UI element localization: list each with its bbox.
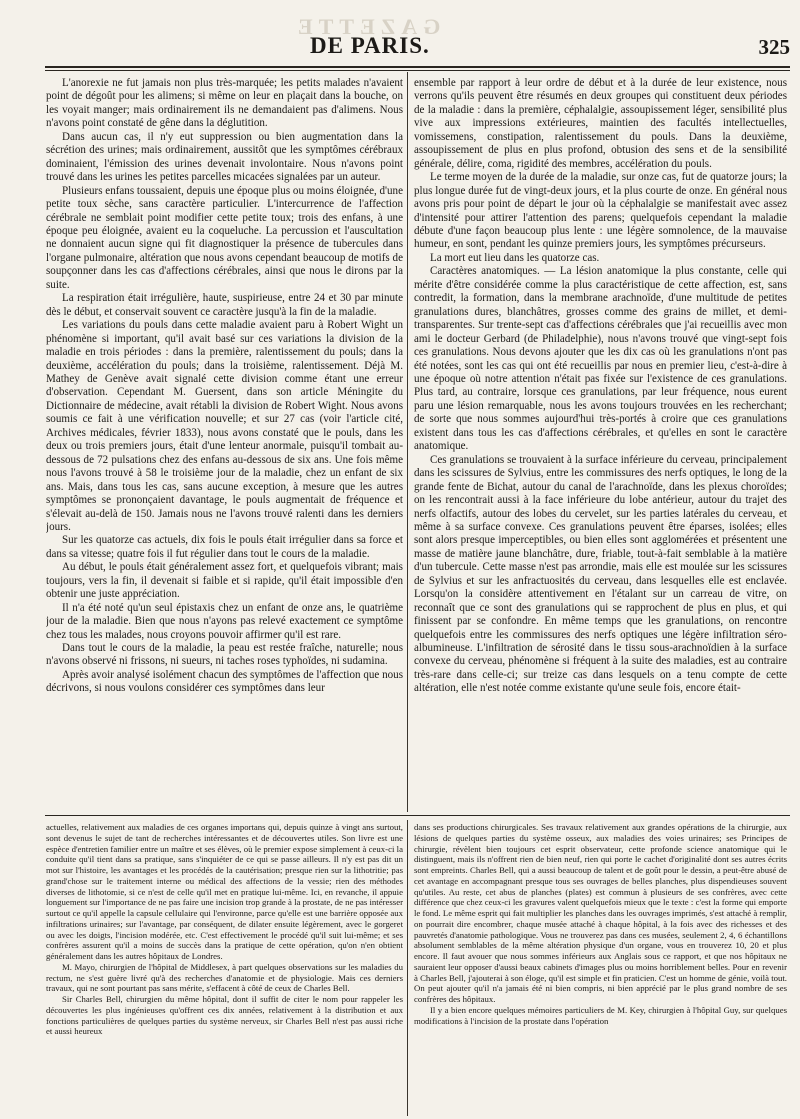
paragraph: Dans tout le cours de la maladie, la peau est restée fraîche, naturelle; nous n'avons observé ni frissons, ni sueurs, ni taches roses typhoïdes, ni sudamina. (46, 642, 403, 668)
paragraph: Ces granulations se trouvaient à la surface inférieure du cerveau, principalement dans les scissures de Sylvius, entre les commissures des nerfs optiques, le long de la grande fente de Bichat, autour du canal de l'arachnoïde, dans les plexus choroïdes; on les rencontrait aussi à la face inférieure du lobe antérieur, autour du trajet des nerfs olfactifs, autour des lobes du cervelet, sur les parties latérales du cerveau, et même à sa surface convexe. Ces granulations peuvent être éparses, isolées; elles sont alors presque imperceptibles, ou bien elles sont agglomérées et présentent une masse de matière jaune blanchâtre, dure, friable, tout-à-fait semblable à la matière d'un tubercule. Cette masse n'est pas arrondie, mais elle est moulée sur les scissures de Sylvius et sur les anfractuosités du cerveau, dans lesquelles elle est enclavée. Lorsqu'on la considère attentivement en l'étalant sur un carreau de vitre, on reconnaît que ce sont des granulations qui se rapprochent de plus en plus, et qui finissent par se confondre. En même temps que les granulations, on rencontre quelquefois entre les commissures des nerfs optiques une légère infiltration séro-albumineuse. L'infiltration de sérosité dans le tissu sous-arachnoïdien à la surface convexe du cerveau, phénomène si fréquent à la suite des maladies, est au contraire très-rare dans celle-ci; sur treize cas dans lesquels on a tenu compte de cette altération, elle n'est notée comme existante qu'une seule fois, encore était- (414, 453, 787, 695)
paragraph: dans ses productions chirurgicales. Ses travaux relativement aux grandes opérations de la chirurgie, aux lésions de quelques parties du système osseux, aux maladies des voies urinaires; ses Principes de chirurgie, révèlent bien toujours cet esprit observateur, cette profonde science anatomique qui le distinguent, mais ils n'offrent rien de bien neuf, rien qui porte le cachet d'originalité dont ses autres écrits sont empreints. Charles Bell, qui a aussi beaucoup de talent et de goût pour le dessin, a peut-être abusé de cet avantage en accompagnant presque tous ses ouvrages de belles planches, plus dispendieuses souvent qu'utiles. Au reste, cet abus de planches (plates) est commun à plusieurs de ses confrères, avec cette différence que chez ceux-ci les gravures valent quelquefois mieux que le texte : c'est la forme qui emporte le fond. Le même esprit qui fait multiplier les planches dans les ouvrages imprimés, s'est attaché à remplir, on pourrait dire encombrer, chaque musée attaché à chaque hôpital, à la fois avec des richesses et des pauvretés d'anatomie pathologique. Vous ne trouverez pas dans ces musées, seulement 2, 4, 6 échantillons absolument semblables de la même altération physique d'un organe, vous en trouverez 10, 20 et plus encore. Il faut avouer que nous sommes inférieurs aux Anglais sous ce rapport, et que nos hôpitaux ne sauraient leur opposer d'aussi beaux cabinets d'images plus ou moins horriblement belles. Pour en revenir à Charles Bell, j'ajouterai à son éloge, qu'il est simple et fin praticien. C'est un homme de génie, voilà tout. On peut ajouter qu'il n'a jamais été ni bien compris, ni bien apprécié par le plus grand nombre de ses confrères des hôpitaux. (414, 822, 787, 1004)
paragraph: Les variations du pouls dans cette maladie avaient paru à Robert Wight un phénomène si important, qu'il avait basé sur ces variations la division de la maladie en trois périodes : dans la première, ralentissement du pouls; dans la deuxième, accélération du pouls; dans la troisième, ralentissement. Déjà M. Mathey de Genève avait signalé cette division comme étant une erreur d'observation. Cependant M. Guersent, dans son article Méningite du Dictionnaire de médecine, avait rétabli la division de Robert Wight. Nous avons soumis ce fait à une vérification nouvelle; et sur 27 cas (voir l'article cité, Archives médicales, février 1833), nous avons constaté que le pouls, dans les deux ou trois premiers jours, était d'une lenteur anormale, puisqu'il tombait au-dessous de 72 pulsations chez des enfans au-dessous de six ans. Une fois même nous l'avons trouvé à 58 le troisième jour de la maladie, chez un enfant de six ans. Mais, dans tous les cas, sans aucune exception, à mesure que les autres symptômes se prononçaient davantage, le pouls augmentait de fréquence et s'élevait au-delà de 150. Jamais nous ne l'avons trouvé ralenti dans les derniers jours. (46, 319, 403, 533)
paragraph: Après avoir analysé isolément chacun des symptômes de l'affection que nous décrivons, si nous voulons considérer ces symptômes dans leur (46, 668, 403, 695)
header-rule (45, 66, 790, 68)
running-title: DE PARIS. (310, 33, 430, 58)
top-left-column (46, 77, 403, 811)
paragraph: ensemble par rapport à leur ordre de début et à la durée de leur existence, nous verrons qu'ils peuvent être résumés en deux groupes qui constituent deux périodes de la maladie : dans la première, céphalalgie, assoupissement léger, sensibilité plus vive aux impressions extérieures, maintien des facultés intellectuelles, vomissemens, constipation, ralentissement du pouls. Dans la deuxième, assoupissement de plus en plus profond, obtusion des sens et de la sensibilité générale, délire, coma, rigidité des membres, accélération du pouls. (414, 77, 787, 170)
column-separator-bottom (407, 820, 408, 1116)
paragraph: Le terme moyen de la durée de la maladie, sur onze cas, fut de quatorze jours; la plus longue durée fut de vingt-deux jours, et la plus courte de onze. En général nous avons pris pour point de départ le jour où la céphalalgie se manifestait avec assez d'intensité pour attirer l'attention des parens; quelquefois cependant la maladie débute d'une façon beaucoup plus lente : une légère somnolence, de la mauvaise humeur, en sont, pendant les quinze premiers jours, les symptômes précurseurs. (414, 171, 787, 251)
paragraph: Plusieurs enfans toussaient, depuis une époque plus ou moins éloignée, d'une petite toux sèche, sans caractère particulier. L'intercurrence de l'affection cérébrale ne semblait point modifier cette petite toux; trois des enfans, à une époque peu éloignée, avaient eu la coqueluche. La percussion et l'auscultation ne donnaient aucun signe qui fit diagnostiquer la présence de tubercules dans l'organe pulmonaire, altération que nous avons cependant beaucoup de motifs de soupçonner dans les cas d'affections cérébrales, ainsi que nous le dirons par la suite. (46, 184, 403, 291)
paragraph: La mort eut lieu dans les quatorze cas. (430, 251, 600, 264)
paragraph: L'anorexie ne fut jamais non plus très-marquée; les petits malades n'avaient point de dégoût pour les alimens; si même on leur en plaçait dans la bouche, on les voyait manger; mais ordinairement ils ne demandaient pas d'alimens. Nous n'avons point constaté de gêne dans la déglutition. (46, 77, 403, 130)
paragraph: Caractères anatomiques. — La lésion anatomique la plus constante, celle qui mérite d'être considérée comme la plus caractéristique de cette affection, est, sans contredit, la formation, dans la membrane arachnoïde, d'une multitude de petites granulations dures, blanchâtres, grosses comme des grains de millet, et demi-transparentes. Sur trente-sept cas d'affections cérébrales que j'ai recueillis avec mon ami le docteur Gerbard (de Philadelphie), nous n'avons trouvé que vingt-sept fois ces granulations. Nous devons ajouter que les dix cas où les granulations n'ont pas été notées, sont les cas qui ont été recueillis par nous en premier lieu, c'est-à-dire à une époque où notre attention n'était pas fixée sur l'existence de ces granulations. Plus tard, au contraire, lorsque ces granulations, par leur fréquence, nous eurent paru une lésion remarquable, nous les avons toujours trouvées en les recherchant; de sorte que nous sommes aujourd'hui très-portés à croire que ces granulations existent dans tous les cas d'affections cérébrales, et qu'elles en sont le caractère anatomique. (414, 265, 787, 453)
paragraph: actuelles, relativement aux maladies de ces organes importans qui, depuis quinze à vingt ans surtout, sont devenus le sujet de tant de recherches intéressantes et de découvertes utiles. Son livre est une espèce d'entretien familier entre un maître et ses élèves, où le premier expose simplement à ceux-ci la conduite qu'il tient dans sa pratique, sans s'inquiéter de ce qui se passe ailleurs. Il n'y est pas dit un mot sur l'histoire, les avantages et les procédés de la cautérisation; presque rien sur la lithotritie; pas grand'chose sur le traitement interne ou médical des affections de la vessie; rien des méthodes diverses de lithotomie, si ce n'est de celle qu'il met en pratique lui-même. Ici, en revanche, il appuie longuement sur l'importance de ne pas faire une incision trop grande à la prostate, de ne pas intéresser surtout ce qu'il appelle la capsule cellulaire qui l'environne, parce qu'elle est une barrière opposée aux infiltrations urinaires; sur l'avantage, par conséquent, de dilater ensuite légèrement, avec le gorgeret ou avec les doigts, l'incision modérée, etc. C'est effectivement le procédé qu'il suit lui-même; et ses confrères assurent qu'il a moins de succès dans la pratique de cette opération, qu'on n'en obtient généralement dans les autres hôpitaux de Londres. (46, 822, 403, 961)
paragraph: La respiration était irrégulière, haute, suspirieuse, entre 24 et 30 par minute dès le début, et conservait souvent ce caractère jusqu'à la fin de la maladie. (46, 292, 403, 318)
paragraph: Dans aucun cas, il n'y eut suppression ou bien augmentation dans la sécrétion des urines; mais ordinairement, aussitôt que les symptômes cérébraux dominaient, l'émission des urines devenait involontaire. Nous n'avons point trouvé dans les urines les petites parcelles micacées signalées par un auteur. (46, 130, 403, 184)
page-number: 325 (758, 35, 790, 59)
paragraph: Il n'a été noté qu'un seul épistaxis chez un enfant de onze ans, le quatrième jour de la maladie. Bien que nous n'ayons pas relevé exactement ce symptôme chez tous les malades, nous croyons pouvoir affirmer qu'il est rare. (46, 601, 403, 641)
column-separator-top (407, 72, 408, 812)
bottom-left-column (46, 822, 403, 1116)
show-through-masthead: GAZETTE (292, 14, 441, 39)
top-right-column (414, 77, 787, 811)
bottom-right-column (414, 822, 787, 1116)
paragraph: Sir Charles Bell, chirurgien du même hôpital, dont il suffit de citer le nom pour rappeler les découvertes les plus ingénieuses qu'offrent ces dix années, relativement à la distribution et aux fonctions particulières de quelques parties du système nerveux, sir Charles Bell n'est pas aussi riche et aussi heureux (46, 994, 403, 1037)
header-rule-thin (45, 70, 790, 71)
paragraph: M. Mayo, chirurgien de l'hôpital de Middlesex, à part quelques observations sur les maladies du rectum, ne s'est guère livré qu'à des recherches d'anatomie et de physiologie. Mais ces derniers travaux, qui ne sont pourtant pas sans mérite, s'effacent à côté de ceux de Charles Bell. (46, 961, 403, 994)
paragraph: Au début, le pouls était généralement assez fort, et quelquefois vibrant; mais toujours, vers la fin, il devenait si faible et si rapide, qu'il était impossible d'en obtenir une juste appréciation. (46, 561, 403, 601)
section-rule (45, 815, 790, 816)
paragraph: Sur les quatorze cas actuels, dix fois le pouls était irrégulier dans sa force et dans sa vitesse; quatre fois il fut régulier dans tout le cours de la maladie. (46, 534, 403, 560)
paragraph: Il y a bien encore quelques mémoires particuliers de M. Key, chirurgien à l'hôpital Guy, sur quelques modifications à l'incision de la prostate dans l'opération (414, 1004, 787, 1026)
